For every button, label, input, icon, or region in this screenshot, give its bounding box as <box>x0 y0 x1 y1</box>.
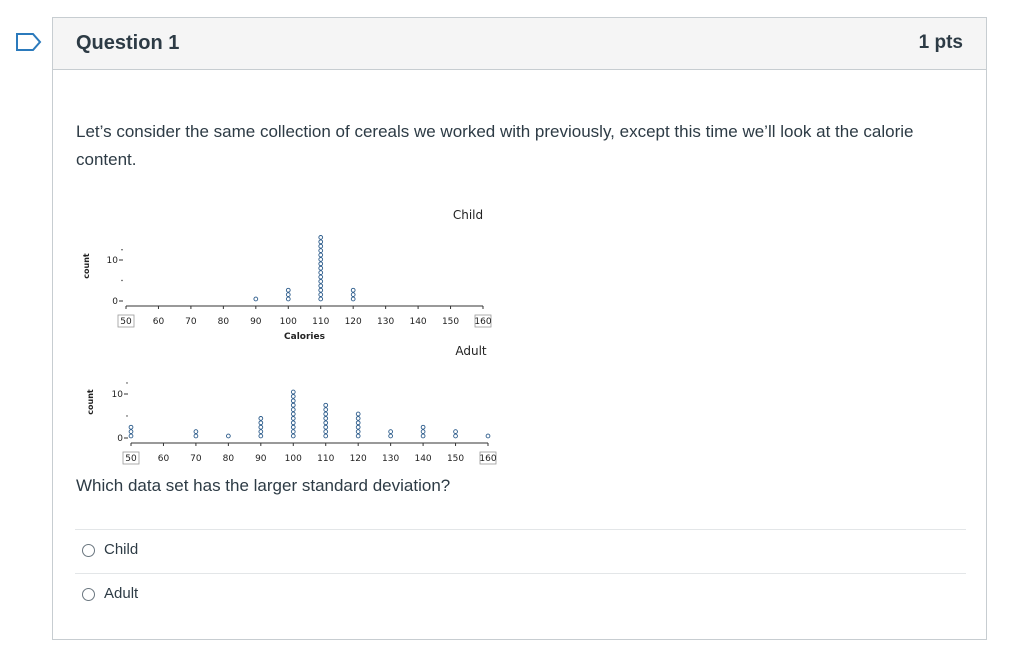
x-axis-label: Calories <box>284 332 325 340</box>
data-dot <box>324 412 328 416</box>
x-tick-label: 70 <box>185 317 197 327</box>
data-dot <box>319 297 323 301</box>
data-dot <box>254 297 258 301</box>
data-dot <box>454 430 458 434</box>
y-tick-label: 0 <box>112 297 118 307</box>
answer-option-child[interactable] <box>75 529 966 573</box>
data-dot <box>291 412 295 416</box>
data-dot <box>356 425 360 429</box>
data-dot <box>259 434 263 438</box>
y-axis-label: count <box>82 253 91 279</box>
data-dot <box>319 262 323 266</box>
data-dot <box>319 275 323 279</box>
data-dot <box>319 240 323 244</box>
data-dot <box>259 421 263 425</box>
data-dot <box>319 288 323 292</box>
x-tick-label: 100 <box>279 317 297 327</box>
x-tick-label: 100 <box>284 454 302 464</box>
data-dot <box>356 430 360 434</box>
x-tick-label: 110 <box>317 454 335 464</box>
x-tick-label: 130 <box>377 317 395 327</box>
data-dot <box>421 434 425 438</box>
data-dot <box>291 395 295 399</box>
data-dot <box>324 417 328 421</box>
x-tick-label: 160 <box>479 454 497 464</box>
data-dot <box>319 244 323 248</box>
data-dot <box>291 403 295 407</box>
x-tick-label: 80 <box>217 317 230 327</box>
question-points: 1 pts <box>918 32 963 53</box>
data-dot <box>291 408 295 412</box>
question-prompt: Which data set has the larger standard deviation? <box>76 476 451 495</box>
x-tick-label: 150 <box>446 454 465 464</box>
y-minor-tick <box>121 280 122 281</box>
answer-label: Child <box>104 541 139 558</box>
x-tick-label: 140 <box>414 454 432 464</box>
chart-title: Adult <box>455 344 487 358</box>
data-dot <box>319 249 323 253</box>
data-dot <box>324 421 328 425</box>
data-dot <box>351 297 355 301</box>
x-tick-label: 140 <box>409 317 427 327</box>
data-dot <box>389 430 393 434</box>
data-dot <box>319 253 323 257</box>
y-tick-label: 0 <box>117 434 123 444</box>
data-dot <box>319 236 323 240</box>
data-dot <box>324 408 328 412</box>
data-dot <box>324 425 328 429</box>
data-dot <box>194 434 198 438</box>
x-tick-label: 110 <box>312 317 330 327</box>
data-dot <box>194 430 198 434</box>
data-dot <box>421 425 425 429</box>
x-tick-label: 160 <box>474 317 492 327</box>
answer-list <box>75 529 966 617</box>
x-tick-label: 50 <box>120 317 132 327</box>
x-tick-label: 70 <box>190 454 202 464</box>
x-tick-label: 120 <box>349 454 367 464</box>
data-dot <box>129 434 133 438</box>
radio-icon[interactable] <box>82 544 95 557</box>
data-dot <box>356 417 360 421</box>
question-card <box>52 17 987 640</box>
data-dot <box>259 417 263 421</box>
y-minor-tick <box>126 415 127 416</box>
data-dot <box>319 284 323 288</box>
data-dot <box>291 399 295 403</box>
data-dot <box>356 421 360 425</box>
data-dot <box>291 417 295 421</box>
x-tick-label: 150 <box>441 317 460 327</box>
data-dot <box>226 434 230 438</box>
flag-question-icon[interactable] <box>16 33 42 51</box>
data-dot <box>129 425 133 429</box>
x-tick-label: 60 <box>152 317 165 327</box>
data-dot <box>259 430 263 434</box>
data-dot <box>291 430 295 434</box>
data-dot <box>291 434 295 438</box>
data-dot <box>324 403 328 407</box>
question-text: Let’s consider the same collection of cereals we worked with previously, except this time we’ll look at the calorie content. <box>76 122 914 169</box>
data-dot <box>324 430 328 434</box>
data-dot <box>286 288 290 292</box>
question-header <box>53 18 986 70</box>
answer-label: Adult <box>104 585 139 602</box>
data-dot <box>291 421 295 425</box>
data-dot <box>319 293 323 297</box>
x-tick-label: 60 <box>157 454 170 464</box>
data-dot <box>356 434 360 438</box>
x-tick-label: 130 <box>382 454 400 464</box>
data-dot <box>291 390 295 394</box>
data-dot <box>486 434 490 438</box>
data-dot <box>356 412 360 416</box>
data-dot <box>319 266 323 270</box>
chart-title: Child <box>452 208 484 222</box>
y-tick-label: 10 <box>111 390 123 400</box>
data-dot <box>319 280 323 284</box>
data-dot <box>324 434 328 438</box>
answer-option-adult[interactable] <box>75 573 966 617</box>
data-dot <box>319 271 323 275</box>
data-dot <box>351 288 355 292</box>
data-dot <box>351 293 355 297</box>
x-tick-label: 90 <box>250 317 262 327</box>
x-tick-label: 50 <box>125 454 137 464</box>
dot-plot-child <box>81 200 521 340</box>
data-dot <box>421 430 425 434</box>
y-minor-tick <box>121 249 122 250</box>
y-minor-tick <box>126 382 127 383</box>
data-dot <box>291 425 295 429</box>
data-dot <box>286 293 290 297</box>
question-title: Question 1 <box>76 32 180 54</box>
x-tick-label: 80 <box>222 454 235 464</box>
data-dot <box>454 434 458 438</box>
y-axis-label: count <box>86 389 95 415</box>
data-dot <box>389 434 393 438</box>
data-dot <box>286 297 290 301</box>
y-tick-label: 10 <box>106 256 118 266</box>
data-dot <box>319 258 323 262</box>
x-tick-label: 90 <box>255 454 267 464</box>
data-dot <box>129 430 133 434</box>
data-dot <box>259 425 263 429</box>
x-tick-label: 120 <box>344 317 362 327</box>
radio-icon[interactable] <box>82 588 95 601</box>
dot-plot-adult <box>81 334 531 466</box>
